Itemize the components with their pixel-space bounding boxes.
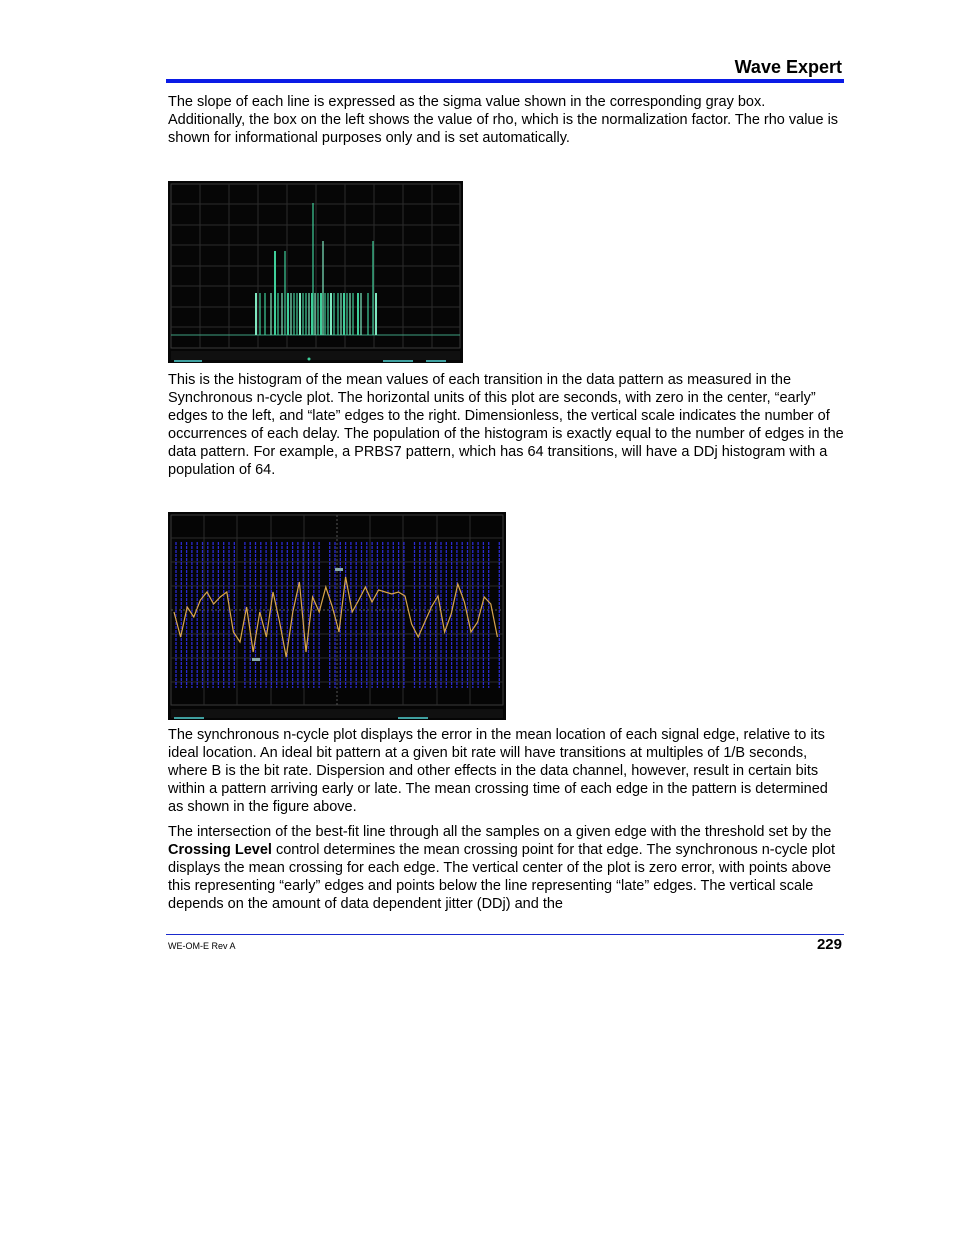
synchronous-ncycle-figure	[168, 512, 506, 720]
paragraph-synchronous-plot: The synchronous n-cycle plot displays the error in the mean location of each signal edge, relative to its ideal location. An ideal bit pattern at a given bit rate will have transitions at multiples of 1/B seconds, where B is the bit rate. Dispersion and other effects in the data channel, however, result in certain bits within a pattern arriving early or late. The mean crossing time of each edge in the pattern is determined as shown in the figure above.	[168, 727, 828, 815]
page-header-title: Wave Expert	[734, 57, 842, 77]
page-number: 229	[816, 936, 842, 953]
paragraph-crossing-level	[168, 823, 844, 913]
crossing-level-text-b: control determines the mean crossing point for that edge. The synchronous n-cycle plot displays the mean crossing for each edge. The vertical center of the plot is zero error, with points above this representing “early” edges and points below the line representing “late” edges. The vertical scale depends on the amount of data dependent jitter (DDj) and the	[168, 842, 836, 912]
crossing-level-text-a: The intersection of the best-fit line through all the samples on a given edge with the threshold set by the	[168, 824, 832, 840]
footer-doc-id: WE-OM-E Rev A	[168, 941, 236, 951]
paragraph-slope: The slope of each line is expressed as the sigma value shown in the corresponding gray box. Additionally, the box on the left shows the value of rho, which is the normalization factor. The rho value is shown for informational purposes only and is set automatically.	[168, 94, 839, 146]
paragraph-histogram: This is the histogram of the mean values of each transition in the data pattern as measured in the Synchronous n-cycle plot. The horizontal units of this plot are seconds, with zero in the center, “early” edges to the left, and “late” edges to the right. Dimensionless, the vertical scale indicates the number of occurrences of each delay. The population of the histogram is exactly equal to the number of edges in the data pattern. For example, a PRBS7 pattern, which has 64 transitions, will have a DDj histogram with a population of 64.	[168, 372, 844, 478]
ddj-histogram-figure	[168, 181, 463, 363]
footer-rule	[166, 934, 844, 935]
crossing-level-term: Crossing Level	[168, 842, 272, 858]
header-rule	[166, 79, 844, 83]
